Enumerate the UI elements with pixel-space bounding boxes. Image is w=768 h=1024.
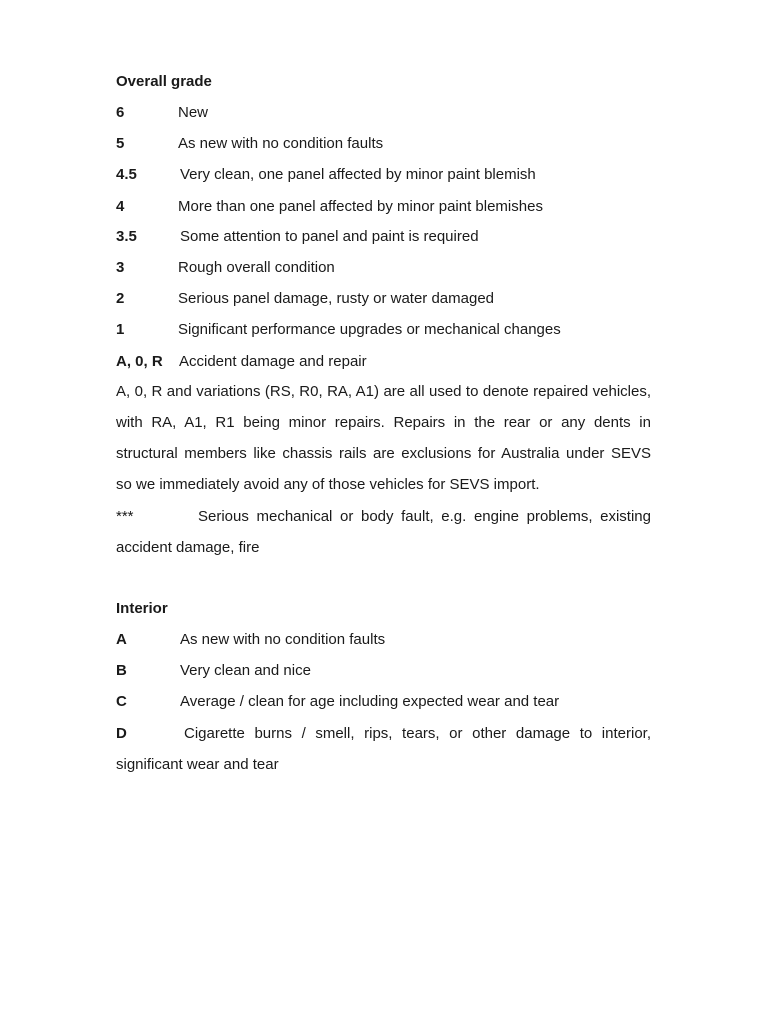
grade-code: A xyxy=(116,631,127,648)
grade-code: B xyxy=(116,662,127,679)
paragraph-line: structural members like chassis rails are exclusions for Australia under SEVS xyxy=(116,445,651,462)
grade-description: Average / clean for age including expected wear and tear xyxy=(180,693,560,710)
serious-fault-entry xyxy=(116,501,651,563)
grade-code: 2 xyxy=(116,290,125,307)
grade-description: Some attention to panel and paint is required xyxy=(180,228,479,245)
grade-code: 6 xyxy=(116,104,125,121)
grade-code: *** xyxy=(116,508,134,525)
repair-paragraph xyxy=(116,376,651,500)
grade-code: 5 xyxy=(116,135,125,152)
grade-code: A, 0, R xyxy=(116,353,163,370)
grade-code: 1 xyxy=(116,321,125,338)
grade-code: 4.5 xyxy=(116,166,137,183)
grade-description: Very clean and nice xyxy=(180,662,311,679)
grade-code: C xyxy=(116,693,127,710)
grade-description-continued: significant wear and tear xyxy=(116,756,279,773)
grade-code: D xyxy=(116,725,127,742)
grade-code: 4 xyxy=(116,198,125,215)
grade-description: New xyxy=(178,104,209,121)
paragraph-line: with RA, A1, R1 being minor repairs. Repairs in the rear or any dents in xyxy=(116,414,651,431)
grade-description: As new with no condition faults xyxy=(178,135,384,152)
grade-description: Significant performance upgrades or mechanical changes xyxy=(178,321,561,338)
grade-description: Very clean, one panel affected by minor paint blemish xyxy=(180,166,536,183)
paragraph-line: A, 0, R and variations (RS, R0, RA, A1) are all used to denote repaired vehicles, xyxy=(116,383,651,400)
grade-description: Rough overall condition xyxy=(178,259,335,276)
grade-description: Serious mechanical or body fault, e.g. engine problems, existing xyxy=(198,508,651,525)
grade-code: 3.5 xyxy=(116,228,137,245)
grade-description: More than one panel affected by minor paint blemishes xyxy=(178,198,543,215)
grade-description: Accident damage and repair xyxy=(179,353,367,370)
grade-description: Cigarette burns / smell, rips, tears, or other damage to interior, xyxy=(184,725,651,742)
grade-description: As new with no condition faults xyxy=(180,631,386,648)
grade-description-continued: accident damage, fire xyxy=(116,539,260,556)
interior-heading: Interior xyxy=(116,600,168,617)
grade-code: 3 xyxy=(116,259,125,276)
grade-description: Serious panel damage, rusty or water damaged xyxy=(178,290,495,307)
paragraph-line: so we immediately avoid any of those vehicles for SEVS import. xyxy=(116,476,540,493)
overall-grade-heading: Overall grade xyxy=(116,73,212,90)
interior-grade-d-entry xyxy=(116,718,651,780)
